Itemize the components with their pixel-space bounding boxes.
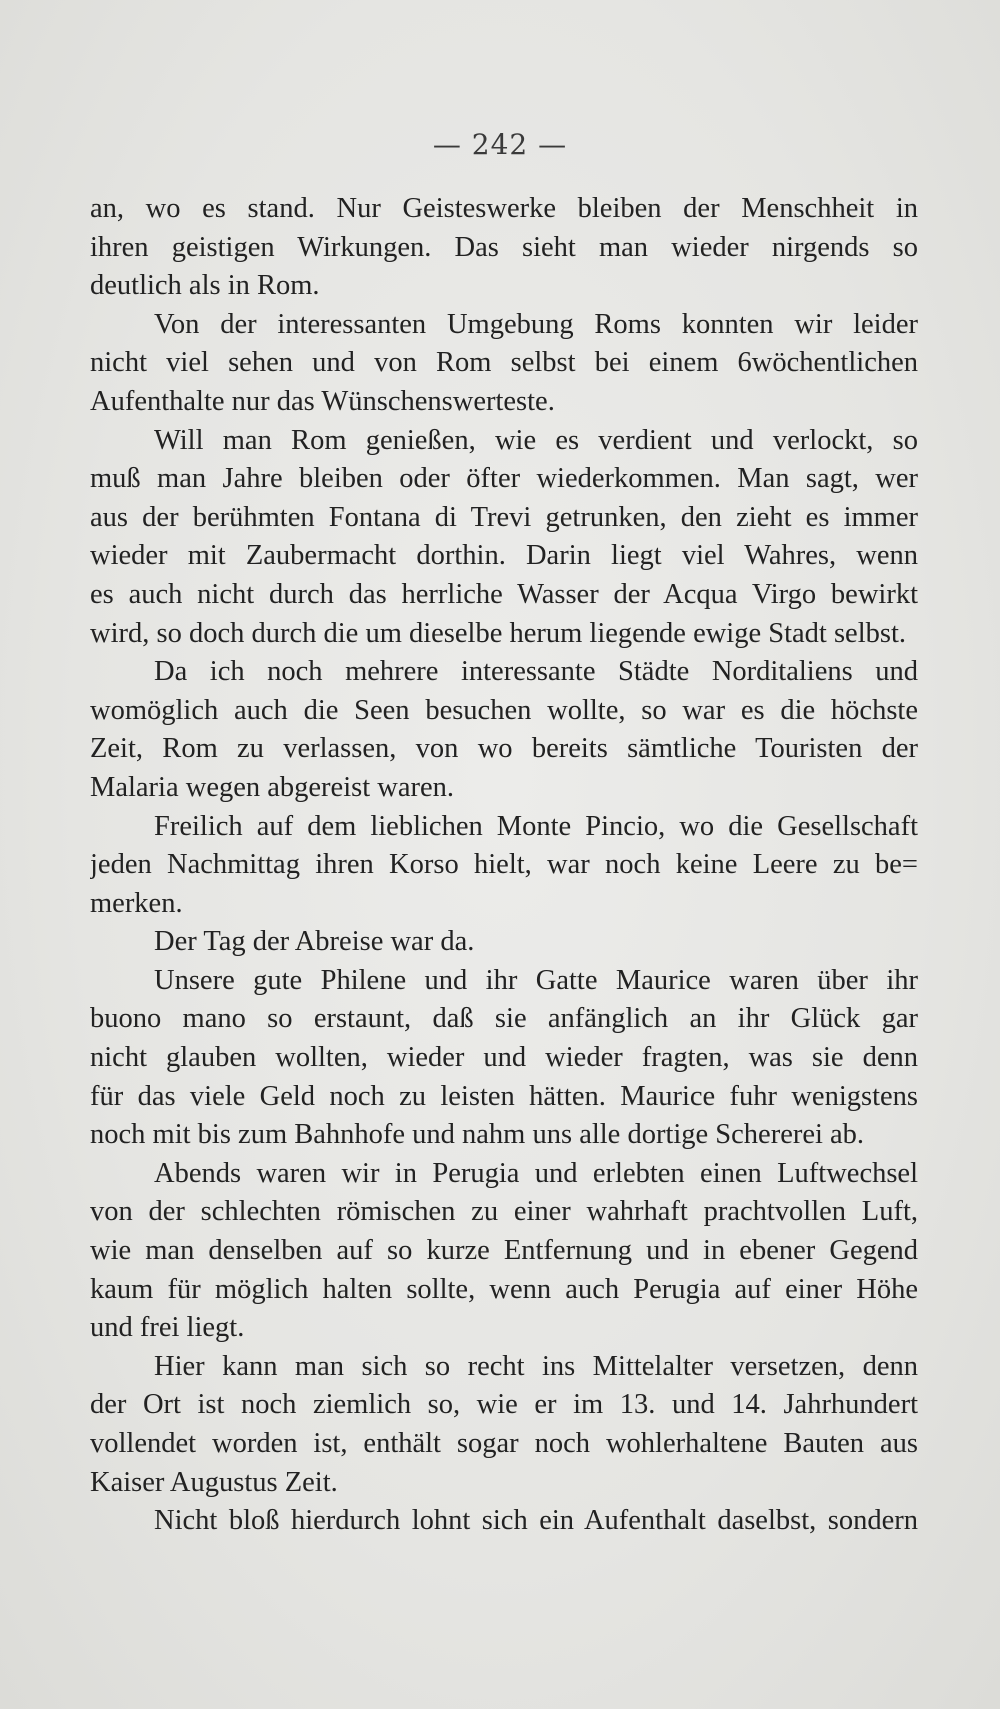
text-line: für das viele Geld noch zu leisten hätten. Maurice fuhr wenigstens [90, 1080, 918, 1112]
text-line: nicht glauben wollten, wieder und wieder fragten, was sie denn [90, 1042, 918, 1074]
text-line: Will man Rom genießen, wie es verdient und verlockt, so [154, 424, 918, 456]
text-line: muß man Jahre bleiben oder öfter wiederkommen. Man sagt, wer [90, 463, 918, 495]
text-line: Malaria wegen abgereist waren. [90, 771, 454, 803]
text-line: der Ort ist noch ziemlich so, wie er im 13. und 14. Jahrhundert [90, 1389, 918, 1421]
text-line: Nicht bloß hierdurch lohnt sich ein Aufenthalt daselbst, sondern [154, 1505, 918, 1537]
text-line: Von der interessanten Umgebung Roms konnten wir leider [154, 308, 918, 340]
text-line: Aufenthalte nur das Wünschenswerteste. [90, 385, 555, 417]
text-line: wieder mit Zaubermacht dorthin. Darin liegt viel Wahres, wenn [90, 540, 918, 572]
text-line: Kaiser Augustus Zeit. [90, 1466, 338, 1498]
text-line: deutlich als in Rom. [90, 270, 320, 302]
text-line: merken. [90, 887, 183, 919]
text-line: vollendet worden ist, enthält sogar noch wohlerhaltene Bauten aus [90, 1428, 918, 1459]
text-line: noch mit bis zum Bahnhofe und nahm uns alle dortige Schererei ab. [90, 1119, 865, 1151]
text-line: Da ich noch mehrere interessante Städte Norditaliens und [154, 656, 918, 688]
text-line: ihren geistigen Wirkungen. Das sieht man wieder nirgends so [90, 231, 918, 263]
page-body-text [90, 190, 918, 1541]
text-line: und frei liegt. [90, 1312, 245, 1344]
text-line: an, wo es stand. Nur Geisteswerke bleiben der Menschheit in [90, 193, 918, 224]
text-line: wird, so doch durch die um dieselbe herum liegende ewige Stadt selbst. [90, 617, 907, 649]
text-line: nicht viel sehen und von Rom selbst bei einem 6wöchentlichen [90, 347, 918, 379]
text-line: wie man denselben auf so kurze Entfernung und in ebener Gegend [90, 1235, 918, 1267]
text-line: Der Tag der Abreise war da. [154, 926, 475, 958]
text-line: Hier kann man sich so recht ins Mittelalter versetzen, denn [154, 1350, 918, 1382]
page-number: — 242 — [432, 128, 568, 161]
text-line: Freilich auf dem lieblichen Monte Pincio, wo die Gesellschaft [154, 810, 918, 842]
text-line: jeden Nachmittag ihren Korso hielt, war noch keine Leere zu be= [90, 849, 918, 881]
text-line: es auch nicht durch das herrliche Wasser der Acqua Virgo bewirkt [90, 578, 918, 610]
text-line: aus der berühmten Fontana di Trevi getrunken, den zieht es immer [90, 501, 918, 533]
text-line: von der schlechten römischen zu einer wahrhaft prachtvollen Luft, [90, 1196, 918, 1228]
text-line: Zeit, Rom zu verlassen, von wo bereits sämtliche Touristen der [90, 733, 918, 765]
text-line: kaum für möglich halten sollte, wenn auch Perugia auf einer Höhe [90, 1273, 918, 1305]
text-line: Abends waren wir in Perugia und erlebten einen Luftwechsel [154, 1157, 918, 1189]
text-line: buono mano so erstaunt, daß sie anfänglich an ihr Glück gar [90, 1003, 918, 1035]
text-line: Unsere gute Philene und ihr Gatte Maurice waren über ihr [154, 964, 918, 996]
text-line: womöglich auch die Seen besuchen wollte, so war es die höchste [90, 694, 918, 726]
